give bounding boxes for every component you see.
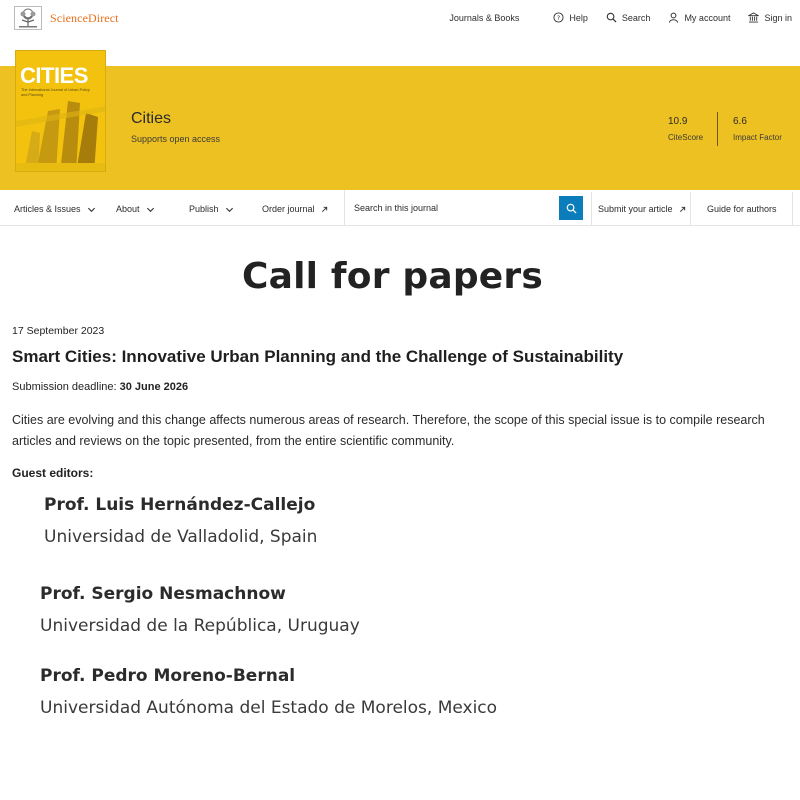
citescore-value: 10.9 bbox=[668, 116, 688, 127]
publish-date: 17 September 2023 bbox=[12, 325, 105, 337]
nav-order-journal-label: Order journal bbox=[262, 204, 315, 214]
nav-about-label: About bbox=[116, 204, 140, 214]
nav-order-journal[interactable] bbox=[262, 204, 328, 214]
help-icon bbox=[553, 12, 564, 23]
chevron-down-icon bbox=[225, 205, 234, 214]
brand-name: ScienceDirect bbox=[50, 10, 119, 25]
sign-in-label: Sign in bbox=[764, 12, 792, 23]
nav-submit-article[interactable] bbox=[598, 204, 686, 214]
search-label: Search bbox=[621, 12, 651, 23]
top-nav bbox=[449, 12, 792, 23]
nav-guide-authors-label: Guide for authors bbox=[707, 204, 777, 214]
citescore-label: CiteScore bbox=[668, 133, 704, 142]
impact-factor-metric[interactable] bbox=[733, 116, 782, 142]
submission-deadline bbox=[12, 381, 188, 393]
top-header bbox=[0, 0, 800, 40]
editor-name: Prof. Luis Hernández-Callejo bbox=[44, 495, 316, 515]
page-title: Call for papers bbox=[241, 256, 544, 297]
institution-icon bbox=[748, 12, 759, 23]
guest-editor bbox=[40, 584, 360, 636]
external-link-icon bbox=[321, 206, 328, 213]
journal-open-access: Supports open access bbox=[131, 134, 221, 144]
deadline-label: Submission deadline: bbox=[12, 381, 117, 393]
guest-editor bbox=[44, 495, 317, 547]
search-icon bbox=[606, 12, 617, 23]
deadline-value: 30 June 2026 bbox=[119, 381, 189, 393]
impact-factor-label: Impact Factor bbox=[733, 133, 782, 142]
cover-title: CITIES bbox=[20, 63, 88, 88]
journals-books-link[interactable] bbox=[449, 13, 519, 23]
nav-publish[interactable] bbox=[189, 204, 234, 214]
journals-books-label: Journals & Books bbox=[449, 12, 520, 23]
editor-affiliation: Universidad de Valladolid, Spain bbox=[44, 527, 318, 547]
help-link[interactable] bbox=[553, 12, 588, 23]
guest-editor bbox=[40, 666, 497, 718]
editor-name: Prof. Sergio Nesmachnow bbox=[40, 584, 286, 604]
call-title: Smart Cities: Innovative Urban Planning and the Challenge of Sustainability bbox=[12, 347, 624, 366]
journal-search bbox=[344, 190, 584, 226]
editor-affiliation: Universidad de la República, Uruguay bbox=[40, 616, 360, 636]
editor-name: Prof. Pedro Moreno-Bernal bbox=[40, 666, 296, 686]
sign-in-link[interactable] bbox=[748, 12, 792, 23]
cover-subtitle: The International Journal of Urban Policy and Planning bbox=[21, 88, 90, 97]
nav-articles-issues-label: Articles & Issues bbox=[14, 204, 81, 214]
chevron-down-icon bbox=[87, 205, 96, 214]
help-label: Help bbox=[569, 12, 588, 23]
journal-cover[interactable] bbox=[15, 50, 106, 172]
search-icon bbox=[566, 203, 577, 214]
nav-about[interactable] bbox=[116, 204, 155, 214]
brand[interactable] bbox=[14, 6, 119, 30]
nav-divider bbox=[591, 192, 592, 226]
nav-divider bbox=[792, 192, 793, 226]
journal-search-input[interactable] bbox=[345, 190, 559, 226]
citescore-metric[interactable] bbox=[668, 116, 703, 142]
search-link[interactable] bbox=[606, 12, 651, 23]
nav-guide-authors[interactable] bbox=[707, 204, 777, 214]
impact-factor-value: 6.6 bbox=[733, 116, 747, 127]
nav-articles-issues[interactable] bbox=[14, 204, 96, 214]
elsevier-tree-icon bbox=[14, 6, 42, 30]
guest-editors-label: Guest editors: bbox=[12, 466, 94, 480]
my-account-label: My account bbox=[684, 12, 731, 23]
svg-text:?: ? bbox=[557, 13, 561, 22]
account-icon bbox=[668, 12, 679, 23]
nav-submit-article-label: Submit your article bbox=[598, 204, 673, 214]
call-description: Cities are evolving and this change affects numerous areas of research. Therefore, the scope of this special issue is to compile research articles and reviews on the topic presented, from the entire scientific community. bbox=[12, 413, 765, 448]
external-link-icon bbox=[679, 206, 686, 213]
my-account-link[interactable] bbox=[668, 12, 730, 23]
journal-title[interactable]: Cities bbox=[131, 110, 172, 127]
nav-divider bbox=[690, 192, 691, 226]
editor-affiliation: Universidad Autónoma del Estado de Morelos, Mexico bbox=[40, 698, 498, 718]
journal-search-button[interactable] bbox=[559, 196, 583, 220]
chevron-down-icon bbox=[146, 205, 155, 214]
metric-divider bbox=[717, 112, 718, 146]
nav-publish-label: Publish bbox=[189, 204, 219, 214]
